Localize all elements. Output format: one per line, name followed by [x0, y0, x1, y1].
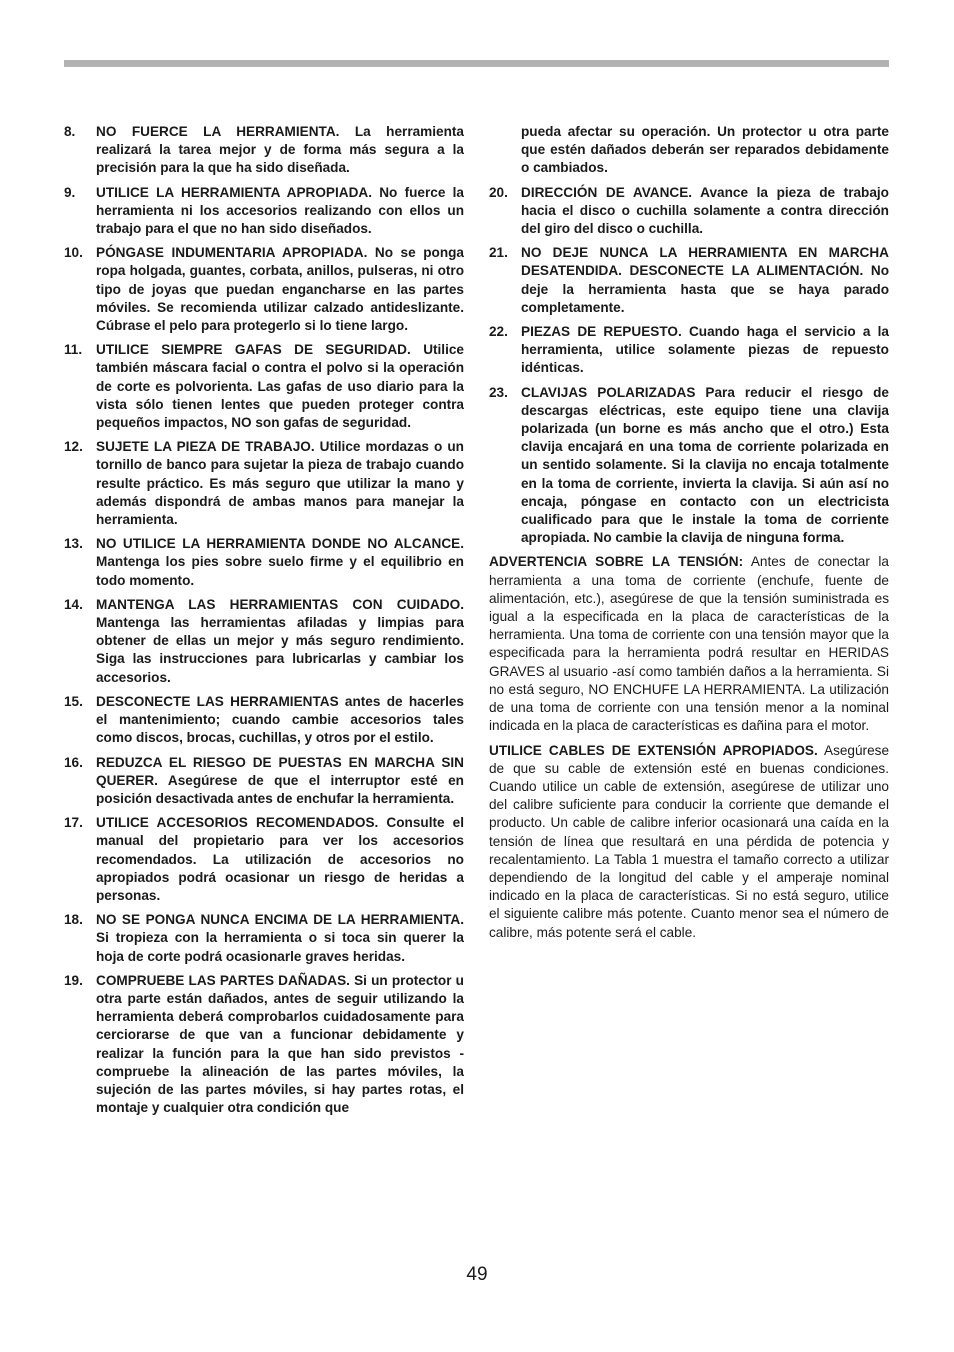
item-text: NO FUERCE LA HERRAMIENTA. La herramienta realizará la tarea mejor y de forma más segura a la precisión para la que ha sido diseñada.: [96, 124, 464, 176]
voltage-warning-body: Antes de conectar la herramienta a una toma de corriente (enchufe, fuente de alimentación, etc.), asegúrese de que la tensión suministrada es igual a la especificada en la placa de características de la herramienta. Una toma de corriente con una tensión mayor que la especificada para la herramienta podrá resultar en HERIDAS GRAVES al usuario -así como también daños a la herramienta. Si no está seguro, NO ENCHUFE LA HERRAMIENTA. La utilización de una toma de corriente con una tensión menor a la nominal indicada en la placa de características es dañina para el motor.: [489, 554, 889, 734]
extension-cable-paragraph: [489, 742, 889, 942]
item-text: COMPRUEBE LAS PARTES DAÑADAS. Si un protector u otra parte están dañados, antes de seguir utilizando la herramienta deberá comprobarlos cuidadosamente para cerciorarse de que van a funcionar debidamente y realizar la función para la que han sido previstos - compruebe la alineación de las partes móviles, la sujeción de las partes móviles, si hay partes rotas, el montaje y cualquier otra condición que: [96, 972, 464, 1116]
item-number: 8.: [64, 124, 76, 139]
list-item: [64, 972, 464, 1118]
list-item: [489, 323, 889, 378]
item-number: 14.: [64, 596, 83, 612]
list-item: [64, 596, 464, 687]
extension-cable-heading: UTILICE CABLES DE EXTENSIÓN APROPIADOS.: [489, 742, 818, 758]
list-item: [64, 911, 464, 966]
voltage-warning-paragraph: [489, 553, 889, 735]
item-number: 15.: [64, 693, 83, 709]
item-text: DIRECCIÓN DE AVANCE. Avance la pieza de trabajo hacia el disco o cuchilla solamente a contra dirección del giro del disco o cuchilla.: [521, 184, 889, 237]
list-item: [64, 244, 464, 335]
item-number: 23.: [489, 384, 508, 400]
list-item: [64, 814, 464, 905]
item-number: 12.: [64, 439, 83, 455]
list-item: [489, 184, 889, 239]
item-number: 11.: [64, 342, 83, 358]
voltage-warning-heading: ADVERTENCIA SOBRE LA TENSIÓN:: [489, 554, 744, 570]
item-number: 22.: [489, 324, 508, 340]
item-19-continuation: pueda afectar su operación. Un protector u otra parte que estén dañados deberán ser reparados debidamente o cambiados.: [521, 124, 889, 176]
item-text: DESCONECTE LAS HERRAMIENTAS antes de hacerles el mantenimiento; cuando cambie accesorios tales como discos, brocas, cuchillas, y otros por el estilo.: [96, 693, 464, 746]
item-number: 19.: [64, 972, 83, 988]
item-text: UTILICE ACCESORIOS RECOMENDADOS. Consulte el manual del propietario para ver los accesorios recomendados. La utilización de accesorios no apropiados podrá ocasionar un riesgo de heridas a personas.: [96, 815, 464, 903]
item-text: REDUZCA EL RIESGO DE PUESTAS EN MARCHA SIN QUERER. Asegúrese de que el interruptor esté en posición desactivada antes de enchufar la herramienta.: [96, 754, 464, 806]
item-number: 18.: [64, 912, 83, 928]
page-number-text: 49: [466, 1264, 488, 1285]
item-text: NO UTILICE LA HERRAMIENTA DONDE NO ALCANCE. Mantenga los pies sobre suelo firme y el equilibrio en todo momento.: [96, 536, 464, 588]
item-number: 16.: [64, 754, 83, 770]
item-number: 10.: [64, 245, 83, 261]
list-item: [64, 754, 464, 809]
list-item: [64, 693, 464, 748]
list-item: [64, 438, 464, 529]
header-rule: [64, 60, 889, 67]
item-text: NO SE PONGA NUNCA ENCIMA DE LA HERRAMIENTA. Si tropieza con la herramienta o si toca sin querer la hoja de corte podrá ocasionarle graves heridas.: [96, 912, 464, 964]
item-text: SUJETE LA PIEZA DE TRABAJO. Utilice mordazas o un tornillo de banco para sujetar la pieza de trabajo cuando resulte práctico. Es más seguro que utilizar la mano y además dispondrá de ambas manos para manejar la herramienta.: [96, 439, 464, 528]
right-column: [489, 123, 889, 948]
left-column: [64, 123, 464, 1123]
item-text: NO DEJE NUNCA LA HERRAMIENTA EN MARCHA DESATENDIDA. DESCONECTE LA ALIMENTACIÓN. No deje la herramienta hasta que se haya parado completamente.: [521, 245, 889, 315]
list-item: [64, 184, 464, 239]
item-number: 20.: [489, 184, 508, 200]
list-item: [64, 123, 464, 178]
list-item: [64, 535, 464, 590]
item-text: PÓNGASE INDUMENTARIA APROPIADA. No se ponga ropa holgada, guantes, corbata, anillos, pulseras, ni otro tipo de joyas que puedan engancharse en las partes móviles. Se recomienda utilizar calzado antideslizante. Cúbrase el pelo para protegerlo si lo tiene largo.: [96, 245, 464, 334]
item-text: PIEZAS DE REPUESTO. Cuando haga el servicio a la herramienta, utilice solamente piezas de repuesto idénticas.: [521, 324, 889, 376]
item-number: 13.: [64, 536, 83, 552]
item-text: MANTENGA LAS HERRAMIENTAS CON CUIDADO. Mantenga las herramientas afiladas y limpias para obtener de ellas un mejor y más seguro rendimiento. Siga las instrucciones para lubricarlas y cambiar los accesorios.: [96, 596, 464, 685]
extension-cable-body: Asegúrese de que su cable de extensión esté en buenas condiciones. Cuando utilice un cable de extensión, asegúrese de utilizar uno del calibre suficiente para conducir la corriente que demande el producto. Un cable de calibre inferior ocasionará una caída en la tensión de línea que resultará en una pérdida de potencia y recalentamiento. La Tabla 1 muestra el tamaño correcto a utilizar dependiendo de la longitud del cable y el amperaje nominal indicado en la placa de características. Si no está seguro, utilice el siguiente calibre más potente. Cuanto menor sea el número de calibre, más potente será el cable.: [489, 742, 889, 940]
list-item: [489, 244, 889, 317]
item-number: 9.: [64, 184, 76, 200]
list-item: [489, 384, 889, 548]
item-text: UTILICE SIEMPRE GAFAS DE SEGURIDAD. Utilice también máscara facial o contra el polvo si la operación de corte es polvorienta. Las gafas de uso diario para la vista sólo tienen lentes que pueden proteger contra pequeños impactos, NO son gafas de seguridad.: [96, 342, 464, 431]
item-number: 17.: [64, 815, 83, 831]
page-number: [0, 1264, 954, 1286]
item-text: CLAVIJAS POLARIZADAS Para reducir el riesgo de descargas eléctricas, este equipo tiene una clavija polarizada (un borne es más ancho que el otro.) Esta clavija encajará en una toma de corriente polarizada en un sentido solamente. Si la clavija no encaja totalmente en la toma de corriente, invierta la clavija. Si aún así no encaja, póngase en contacto con un electricista cualificado para que le instale la toma de corriente apropiada. No cambie la clavija de ninguna forma.: [521, 384, 889, 546]
item-number: 21.: [489, 245, 508, 261]
item-text: UTILICE LA HERRAMIENTA APROPIADA. No fuerce la herramienta ni los accesorios realizando con ellos un trabajo para el que no han sido diseñados.: [96, 184, 464, 237]
list-item: [64, 341, 464, 432]
